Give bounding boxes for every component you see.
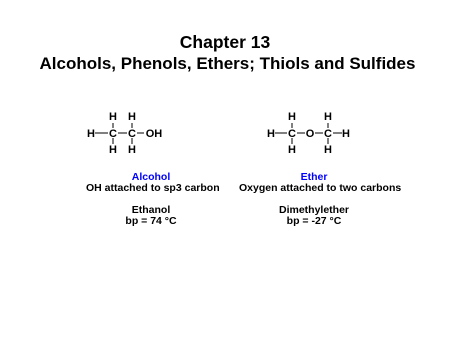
- atom-c: C: [324, 128, 332, 140]
- atom-h: H: [324, 111, 332, 123]
- atom-h: H: [288, 111, 296, 123]
- ether-heading: Ether: [300, 171, 328, 183]
- alcohol-heading: Alcohol: [131, 171, 171, 183]
- atom-h: H: [288, 144, 296, 156]
- slide-subtitle: Alcohols, Phenols, Ethers; Thiols and Sulfides: [39, 54, 416, 73]
- dimethylether-boiling-point: bp = -27 °C: [286, 215, 342, 227]
- atom-o: O: [305, 128, 315, 140]
- atom-h: H: [87, 128, 95, 140]
- ethanol-structure: [82, 108, 192, 178]
- atom-c: C: [128, 128, 136, 140]
- atom-h: H: [342, 128, 350, 140]
- atom-h: H: [267, 128, 275, 140]
- atom-h: H: [128, 111, 136, 123]
- alcohol-description: OH attached to sp3 carbon: [86, 182, 220, 194]
- dimethylether-structure: [262, 108, 372, 178]
- title-block: [0, 31, 450, 75]
- atom-oh: OH: [145, 128, 163, 140]
- ether-caption: [239, 171, 402, 227]
- dimethylether-name: Dimethylether: [278, 204, 350, 216]
- slide-title: Chapter 13: [179, 32, 271, 52]
- atom-c: C: [288, 128, 296, 140]
- ethanol-boiling-point: bp = 74 °C: [125, 215, 177, 227]
- ether-description: Oxygen attached to two carbons: [239, 182, 402, 194]
- atom-h: H: [109, 144, 117, 156]
- atom-c: C: [109, 128, 117, 140]
- ethanol-name: Ethanol: [131, 204, 171, 216]
- atom-h: H: [109, 111, 117, 123]
- alcohol-caption: [86, 171, 220, 227]
- atom-h: H: [324, 144, 332, 156]
- atom-h: H: [128, 144, 136, 156]
